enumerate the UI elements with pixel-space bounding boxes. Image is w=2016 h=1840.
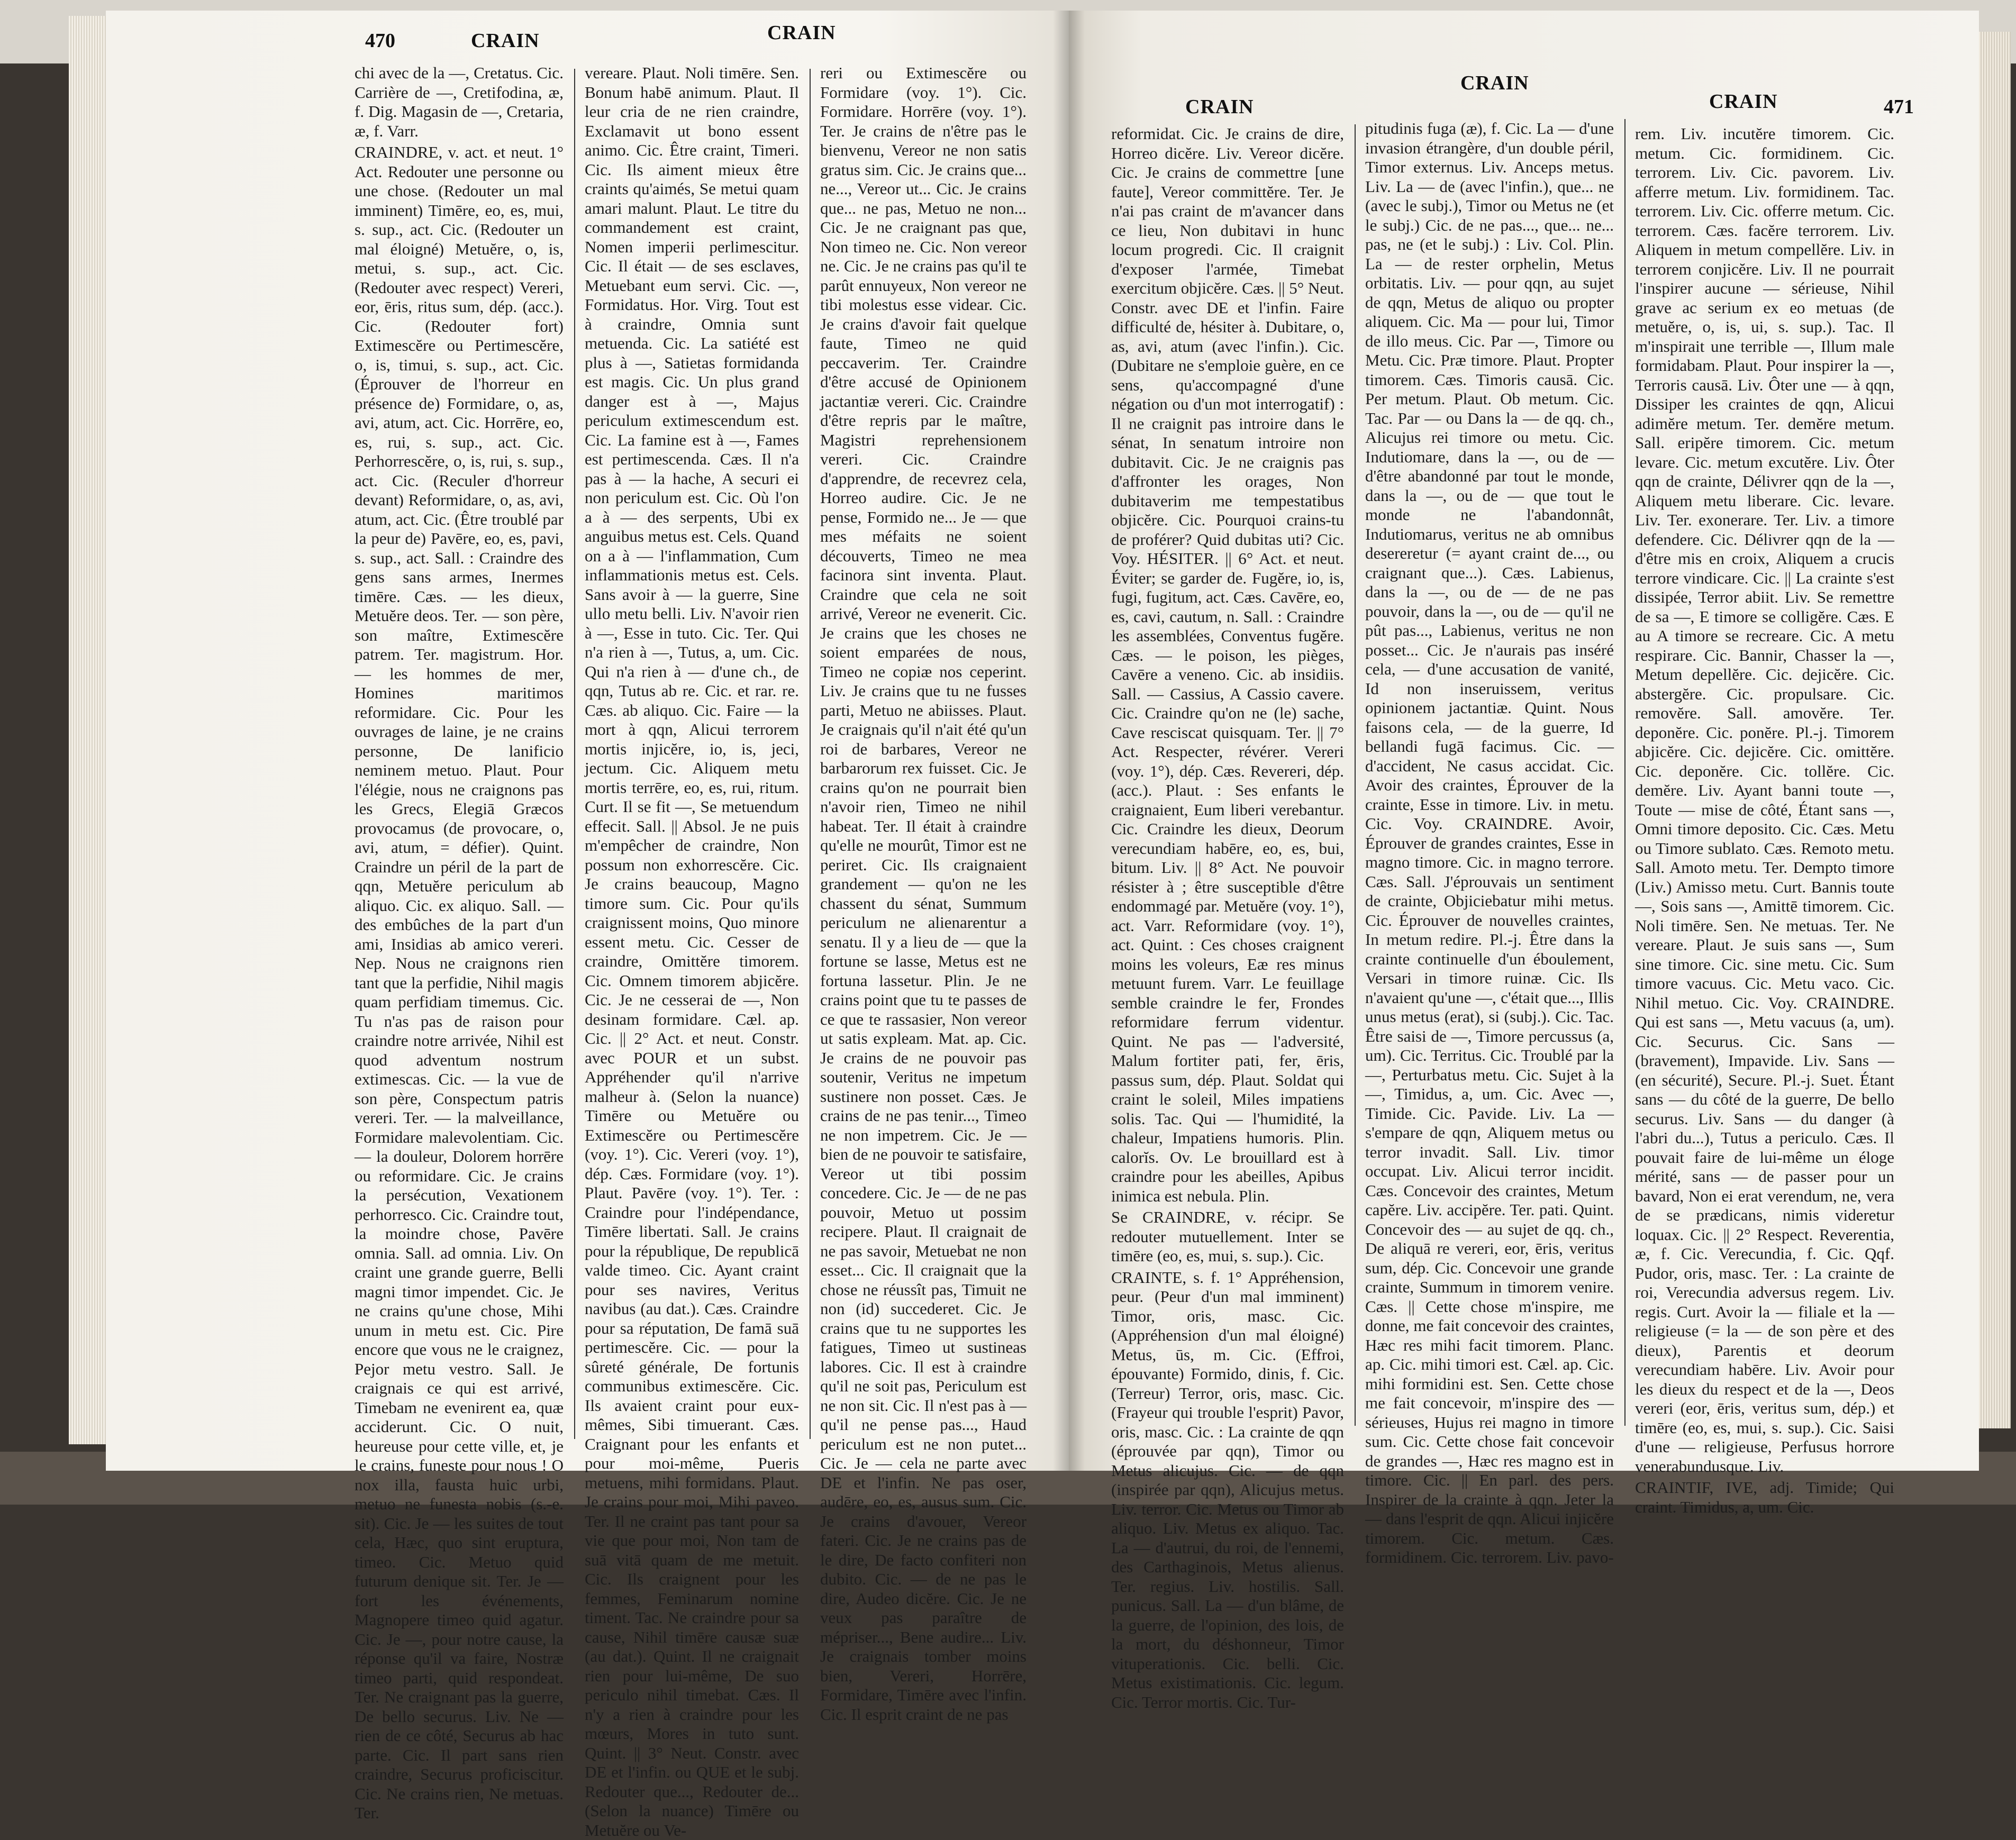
left-running-head-center: CRAIN — [767, 22, 836, 44]
entry-craindre: CRAINDRE, v. act. et neut. 1° Act. Redouter une personne ou une chose. (Redouter un mal imminent) Timēre, eo, es, mui, s. sup., act. Cic. (Redouter un mal éloigné) Metuĕre, o, is, metui, s. sup., act. Cic. (Redouter avec respect) Vereri, eor, ēris, ritus sum, dép. (acc.). Cic. (Redouter fort) Extimescĕre ou Pertimescĕre, o, is, timui, s. sup., act. Cic. (Éprouver de l'horreur en présence de) Formidare, o, as, avi, atum, act. Cic. Horrēre, eo, es, rui, s. sup., act. Cic. Perhorrescĕre, o, is, rui, s. sup., act. Cic. (Reculer d'horreur devant) Reformidare, o, as, avi, atum, act. Cic. (Être troublé par la peur de) Pavēre, eo, es, pavi, s. sup., act. Sall. : Craindre des gens sans armes, Inermes timēre. Cæs. — les dieux, Metuĕre deos. Ter. — son père, son maître, Extimescĕre patrem. Ter. magistrum. Hor. — les hommes de mer, Homines maritimos reformidare. Cic. Pour les ouvrages de laine, je ne crains personne, De lanificio neminem metuo. Plaut. Pour l'élégie, nous ne craignons pas les Grecs, Elegiā Græcos provocamus (de provocare, o, avi, atum, = défier). Quint. Craindre un péril de la part de qqn, Metuĕre periculum ab aliquo. Cic. ex aliquo. Sall. — des embûches de la part d'un ami, Insidias ab amico vereri. Nep. Nous ne craignons rien tant que la perfidie, Nihil magis quam perfidiam timemus. Cic. Tu n'as pas de raison pour craindre notre arrivée, Nihil est quod adventum nostrum extimescas. Cic. — la vue de son père, Conspectum patris vereri. Ter. — la malveillance, Formidare malevolentiam. Cic. — la douleur, Dolorem horrēre ou reformidare. Cic. Je crains la persécution, Vexationem perhorresco. Cic. Craindre tout, la moindre chose, Pavēre omnia. Sall. ad omnia. Liv. On craint une grande guerre, Belli magni timor impendet. Cic. Je ne crains qu'une chose, Mihi unum in metu est. Cic. Pire encore que vous ne le craignez, Pejor metu vestro. Sall. Je craignais ce qui est arrivé, Timebam ne evenirent ea, quæ acciderunt. Cic. O nuit, heureuse pour cette ville, et, je le crains, funeste pour nous ! O nox illa, fausta huic urbi, metuo ne funesta nobis (s.-e. sit). Cic. Je — les suites de tout cela, Hæc, quo sint eruptura, timeo. Cic. Metuo quid futurum denique sit. Ter. Je — fort les événements, Magnopere timeo quid agatur. Cic. Je —, pour notre cause, la réponse qu'il va faire, Nostræ timeo parti, quid respondeat. Ter. Ne craignant pas la guerre, De bello securus. Liv. Ne — rien de ce côté, Securus ab hac parte. Cic. Il part sans rien craindre, Securus proficiscitur. Cic. Ne crains rien, Ne metuas. Ter. — [355, 143, 564, 1822]
column-rule — [810, 69, 811, 1439]
left-page-edges — [69, 16, 111, 1444]
right-running-head-right: CRAIN — [1709, 90, 1778, 113]
left-running-head-left: CRAIN — [471, 30, 540, 52]
column-rule — [1355, 124, 1356, 1426]
left-column-1 — [355, 63, 564, 1822]
right-column-1 — [1111, 124, 1344, 1711]
left-column-2 — [585, 63, 799, 1839]
left-page — [106, 11, 1069, 1839]
book-gutter — [1053, 11, 1085, 1471]
left-column-3 — [820, 63, 1027, 1724]
right-page-edges — [1974, 32, 2011, 1428]
entry-crainte: CRAINTE, s. f. 1° Appréhension, peur. (Peur d'un mal imminent) Timor, oris, masc. Cic. (Appréhension d'un mal éloigné) Metus, ūs, m. Cic. (Effroi, épouvante) Formido, dinis, f. Cic. (Terreur) Terror, oris, masc. Cic. (Frayeur qui trouble l'esprit) Pavor, oris, masc. Cic. : La crainte de qqn (éprouvée par qqn), Timor ou Metus alicujus. Cic. — de qqn (inspirée par qqn), Alicujus metus. Liv. terror. Cic. Metus ou Timor ab aliquo. Liv. Metus ex aliquo. Tac. La — d'autrui, du roi, de l'ennemi, des Carthaginois, Metus alienus. Ter. regius. Liv. hostilis. Sall. punicus. Sall. La — d'un blâme, de la guerre, de l'opinion, des lois, de la mort, du déshonneur, Timor vituperationis. Cic. belli. Cic. Metus existimationis. Cic. legum. Cic. Terror mortis. Cic. Tur- — [1111, 1268, 1344, 1711]
right-page — [1069, 11, 1979, 1711]
entry-craindre-end: reformidat. Cic. Je crains de dire, Horreo dicĕre. Liv. Vereor dicĕre. Cic. Je crains de commettre [une faute], Vereor committĕre. Ter. Je n'ai pas craint de m'avancer dans ce lieu, Non dubitavi in hunc locum progredi. Cic. Il craignit d'exposer l'armée, Timebat exercitum objicĕre. Cæs. || 5° Neut. Constr. avec DE et l'infin. Faire difficulté de, hésiter à. Dubitare, o, as, avi, atum (avec l'infin.). Cic. (Dubitare ne s'emploie guère, en ce sens, qu'accompagné d'une négation ou d'un mot interrogatif) : Il ne craignit pas introire dans le sénat, In senatum introire non dubitavit. Cic. Je ne craignis pas d'affronter les orages, Non dubitaverim me tempestatibus objicĕre. Cic. Pourquoi crains-tu de proférer? Quid dubitas uti? Cic. Voy. HÉSITER. || 6° Act. et neut. Éviter; se garder de. Fugĕre, io, is, fugi, fugitum, act. Cæs. Cavēre, eo, es, cavi, cautum, n. Sall. : Craindre les assemblées, Conventus fugĕre. Cæs. — le poison, les pièges, Cavēre a veneno. Cic. ab insidiis. Sall. — Cassius, A Cassio cavere. Cic. Craindre qu'on ne (le) sache, Cave resciscat quisquam. Ter. || 7° Act. Respecter, révérer. Vereri (voy. 1°), dép. Cæs. Revereri, dép. (acc.). Plaut. : Ses enfants le craignaient, Eum liberi verebantur. Cic. Craindre les dieux, Deorum verecundiam habēre, eo, es, bui, bitum. Liv. || 8° Act. Ne pouvoir résister à ; être susceptible d'être endommagé par. Metuĕre (voy. 1°), act. Varr. Reformidare (voy. 1°), act. Quint. : Ces choses craignent moins les voleurs, Eæ res minus metuunt furem. Varr. Le feuillage semble craindre le fer, Frondes reformidare ferrum videntur. Quint. Ne pas — l'adversité, Malum fortiter pati, fer, ēris, passus sum, dép. Plaut. Soldat qui craint le soleil, Miles impatiens solis. Tac. Qui — l'humidité, la chaleur, Impatiens humoris. Plin. calorĭs. Ov. Le brouillard est à craindre pour les abeilles, Apibus inimica est nebula. Plin. — [1111, 124, 1344, 1205]
right-running-head-left: CRAIN — [1185, 96, 1254, 118]
right-column-2 — [1365, 119, 1614, 1566]
column-rule — [574, 69, 575, 1439]
entry-se-craindre: Se CRAINDRE, v. récipr. Se redouter mutuellement. Inter se timēre (eo, es, mui, s. sup.). Cic. — [1111, 1208, 1344, 1265]
right-running-head-center: CRAIN — [1460, 72, 1529, 94]
entry-craintif: CRAINTIF, IVE, adj. Timide; Qui craint. Timidus, a, um. Cic. — [1635, 1478, 1894, 1516]
entry-craindre-continued-2: reri ou Extimescĕre ou Formidare (voy. 1°). Cic. Formidare. Horrēre (voy. 1°). Ter. Je crains de n'être pas le bienvenu, Vereor ne non satis gratus sim. Cic. Je crains que... ne..., Vereor ut... Cic. Je crains que... ne pas, Metuo ne non... Cic. Je ne craignant pas que, Non timeo ne. Cic. Non vereor ne. Cic. Je ne crains pas qu'il te parût ennuyeux, Non vereor ne tibi molestus esse videar. Cic. Je crains d'avoir fait quelque faute, Timeo ne quid peccaverim. Ter. Craindre d'être accusé de Opinionem jactantiæ vereri. Cic. Craindre d'être repris par le maître, Magistri reprehensionem vereri. Cic. Craindre d'apprendre, de recevrez cela, Horreo audire. Cic. Je ne pense, Formido ne... Je — que mes méfaits ne soient découverts, Timeo ne mea facinora sint inventa. Plaut. Craindre que cela ne soit arrivé, Vereor ne evenerit. Cic. Je crains que les choses ne soient emparées de nous, Timeo ne copiæ nos ceperint. Liv. Je crains que tu ne fusses parti, Metuo ne abiisses. Plaut. Je craignais qu'il n'ait été qu'un roi de barbares, Vereor ne barbarorum rex fuisset. Cic. Je crains qu'on ne pourrait bien n'avoir rien, Timeo ne nihil habeat. Ter. Il était à craindre qu'elle ne mourût, Timor est ne periret. Cic. Ils craignaient grandement — qu'on ne les chassent du sénat, Summum periculum ne alienarentur a senatu. Il y a lieu de — que la fortune se lasse, Metus est ne fortuna lassetur. Plin. Je ne crains point que tu te passes de ce que te rassasier, Non vereor ut satis expleam. Mat. ap. Cic. Je crains de ne pouvoir pas soutenir, Veritus ne impetum sustinere non posset. Cæs. Je crains de ne pas tenir..., Timeo ne non impetrem. Cic. Je — bien de ne pouvoir te satisfaire, Vereor ut tibi possim concedere. Cic. Je — de ne pas pouvoir, Metuo ut possim recipere. Plaut. Il craignait de ne pas savoir, Metuebat ne non esset... Cic. Il craignait que la chose ne réussît pas, Timuit ne non (id) succederet. Cic. Je crains que tu ne supportes les fatigues, Timeo ut sustineas labores. Cic. Il est à craindre qu'il ne soit pas, Periculum est ne non sit. Cic. Il n'est pas à — qu'il ne pense pas..., Haud periculum est ne non putet... Cic. Je — cela ne parte avec DE et l'infin. Ne pas oser, audēre, eo, es, ausus sum. Cic. Je crains d'avouer, Vereor fateri. Cic. Je ne crains pas de le dire, De facto confiteri non dubito. Cic. — de ne pas le dire, Audeo dicĕre. Cic. Je ne veux pas paraître de mépriser..., Bene audire... Liv. Je craignais tomber moins bien, Vereri, Horrēre, Formidare, Timēre avec l'infin. Cic. Il esprit craint de ne pas — [820, 63, 1027, 1724]
left-page-number: 470 — [365, 30, 395, 52]
entry-crainte-continued: pitudinis fuga (æ), f. Cic. La — d'une invasion étrangère, d'un double péril, Timor externus. Liv. Anceps metus. Liv. La — de (avec l'infin.), que... ne (avec le subj.), Timor ou Metus ne (et le subj.) Cic. de ne pas..., que... ne... pas, ne (et le subj.) : Liv. Col. Plin. La — de rester orphelin, Metus orbitatis. Liv. — pour qqn, au sujet de qqn, Metus de aliquo ou propter aliquem. Cic. Ma — pour lui, Timor de illo meus. Cic. Par —, Timore ou Metu. Cic. Præ timore. Plaut. Propter timorem. Cæs. Timoris causā. Cic. Per metum. Plaut. Ob metum. Cic. Tac. Par — ou Dans la — de qq. ch., Alicujus rei timore ou metu. Cic. Indutiomare, dans la —, ou de — d'être abandonné par tout le monde, dans la —, ou de — que tout le monde ne l'abandonnât, Indutiomarus, veritus ne ab omnibus desereretur (= ayant craint de..., ou craignant que...). Cæs. Labienus, dans la —, ou de — de ne pas pouvoir, dans la —, ou de — qu'il ne pût pas..., Labienus, veritus ne non posset... Cic. Je n'aurais pas inséré cela, — d'une accusation de vanité, Id non inseruissem, veritus opinionem jactantiæ. Quint. Nous faisons cela, — de la guerre, Id bellandi fugā facimus. Cic. — d'accident, Ne casus accidat. Cic. Avoir des craintes, Éprouver de la crainte, Esse in timore. Liv. in metu. Cic. Voy. CRAINDRE. Avoir, Éprouver de grandes craintes, Esse in magno timore. Cic. in magno terrore. Cæs. Sall. J'éprouvais un sentiment de crainte, Objiciebatur mihi metus. Cic. Éprouver de nouvelles craintes, In metum redire. Pl.-j. Être dans la crainte continuelle d'un éboulement, Versari in timore ruinæ. Cic. Ils n'avaient qu'une —, c'était que..., Illis unus metus (erat), si (subj.). Cic. Tac. Être saisi de —, Timore percussus (a, um). Cic. Territus. Cic. Troublé par la —, Perturbatus metu. Cic. Sujet à la —, Timidus, a, um. Cic. Avec —, Timide. Cic. Pavide. Liv. La — s'empare de qqn, Aliquem metus ou terror invadit. Sall. Liv. timor occupat. Liv. Alicui terror incidit. Cæs. Concevoir des craintes, Metum capĕre. Liv. accipĕre. Ter. pati. Quint. Concevoir des — au sujet de qq. ch., De aliquā re vereri, eor, ēris, veritus sum, dép. Cic. Concevoir une grande crainte, Summum in timorem venire. Cæs. || Cette chose m'inspire, me donne, me fait concevoir des craintes, Hæc res mihi facit timorem. Planc. ap. Cic. mihi timori est. Cæl. ap. Cic. mihi formidini est. Sen. Cette chose me fait concevoir, m'inspire des — sérieuses, Hujus rei magno in timore sum. Cic. Cette chose fait concevoir de grandes —, Hæc res magno est in timore. Cic. || En parl. des pers. Inspirer de la crainte à qqn. Jeter la — dans l'esprit de qqn. Alicui injicĕre timorem. Cic. metum. Cæs. formidinem. Cic. terrorem. Liv. pavo- — [1365, 119, 1614, 1566]
column-rule — [1624, 119, 1625, 1426]
right-column-3 — [1635, 124, 1894, 1516]
right-page-number: 471 — [1884, 96, 1914, 118]
entry-craie-end: chi avec de la —, Cretatus. Cic. Carrière de —, Cretifodina, æ, f. Dig. Magasin de —, Cretaria, æ, f. Varr. — [355, 63, 564, 140]
entry-craindre-continued: vereare. Plaut. Noli timēre. Sen. Bonum habē animum. Plaut. Il leur cria de ne rien craindre, Exclamavit ut bono essent animo. Cic. Être craint, Timeri. Cic. Ils aiment mieux être craints qu'aimés, Se metui quam amari malunt. Plaut. Le titre du commandement est craint, Nomen imperii perlimescitur. Cic. Il était — de ses esclaves, Metuebant eum servi. Cic. —, Formidatus. Hor. Virg. Tout est à craindre, Omnia sunt metuenda. Cic. La satiété est plus à —, Satietas formidanda est magis. Cic. Un plus grand danger est à —, Majus periculum extimescendum est. Cic. La famine est à —, Fames est pertimescenda. Cæs. Il n'a pas à — la hache, A securi ei non periculum est. Cic. Où l'on a à — des serpents, Ubi ex anguibus metus est. Cels. Quand on a à — l'inflammation, Cum inflammationis metus est. Cels. Sans avoir à — la guerre, Sine ullo metu belli. Liv. N'avoir rien à —, Esse in tuto. Cic. Ter. Qui n'a rien à —, Tutus, a, um. Cic. Qui n'a rien à — d'une ch., de qqn, Tutus ab re. Cic. et rar. re. Cæs. ab aliquo. Cic. Faire — la mort à qqn, Alicui terrorem mortis injicĕre, io, is, jeci, jectum. Cic. Aliquem metu mortis terrēre, eo, es, rui, ritum. Curt. Il se fit —, Se metuendum effecit. Sall. || Absol. Je ne puis m'empêcher de craindre, Non possum non exhorrescĕre. Cic. Je crains beaucoup, Magno timore sum. Cic. Pour qu'ils craignissent moins, Quo minore essent metu. Cic. Cesser de craindre, Omittĕre timorem. Cic. Omnem timorem abjicĕre. Cic. Je ne cesserai de —, Non desinam formidare. Cæl. ap. Cic. || 2° Act. et neut. Constr. avec POUR et un subst. Appréhender qu'il n'arrive malheur à. (Selon la nuance) Timēre ou Metuĕre ou Extimescĕre ou Pertimescĕre (voy. 1°). Cic. Vereri (voy. 1°), dép. Cæs. Formidare (voy. 1°). Plaut. Pavēre (voy. 1°). Ter. : Craindre pour l'indépendance, Timēre libertati. Sall. Je crains pour la république, De republicā valde timeo. Cic. Ayant craint pour ses navires, Veritus navibus (au dat.). Cæs. Craindre pour sa réputation, De famā suā pertimescĕre. Cic. — pour la sûreté générale, De fortunis communibus extimescĕre. Cic. Ils avaient craint pour eux-mêmes, Sibi timuerant. Cæs. Craignant pour les enfants et pour moi-même, Pueris metuens, mihi formidans. Plaut. Je crains pour moi, Mihi paveo. Ter. Il ne craint pas tant pour sa vie que pour moi, Non tam de suā vitā quam de me metuit. Cic. Ils craignent pour les femmes, Feminarum nomine timent. Tac. Ne craindre pour sa cause, Nihil timēre causæ suæ (au dat.). Quint. Il ne craignait rien pour lui-même, De suo periculo nihil timebat. Cæs. Il n'y a rien à craindre pour les mœurs, Mores in tuto sunt. Quint. || 3° Neut. Constr. avec DE et l'infin. ou QUE et le subj. Redouter que..., Redouter de... (Selon la nuance) Timēre ou Metuĕre ou Ve- — [585, 63, 799, 1839]
entry-crainte-continued-2: rem. Liv. incutĕre timorem. Cic. metum. Cic. formidinem. Cic. terrorem. Liv. Cic. pavorem. Liv. afferre metum. Liv. formidinem. Tac. terrorem. Liv. Cic. offerre metum. Cic. terrorem. Cæs. facĕre terrorem. Liv. Aliquem in metum compellĕre. Liv. in terrorem conjicĕre. Liv. Il ne pourrait l'inspirer aucune — sérieuse, Nihil grave ac serium ex eo metuas (de metuĕre, o, is, ui, s. sup.). Tac. Il m'inspirait une terrible —, Illum male formidabam. Plaut. Pour inspirer la —, Terroris causā. Liv. Ôter une — à qqn, Dissiper les craintes de qqn, Alicui adimĕre metum. Ter. demĕre metum. Sall. eripĕre timorem. Cic. metum levare. Cic. metum excutĕre. Liv. Ôter qqn de crainte, Délivrer qqn de la —, Aliquem metu liberare. Cic. levare. Liv. Ter. exonerare. Ter. Liv. a timore defendere. Cic. Délivrer qqn de la — d'être mis en croix, Aliquem a crucis terrore vindicare. Cic. || La crainte s'est dissipée, Terror abiit. Liv. Se remettre de sa —, E timore se colligĕre. Cæs. E au A timore se recreare. Cic. A metu respirare. Cic. Bannir, Chasser la —, Metum depellĕre. Cic. dejicĕre. Cic. abstergĕre. Cic. propulsare. Cic. removĕre. Sall. amovĕre. Ter. deponĕre. Cic. ponĕre. Pl.-j. Timorem abjicĕre. Cic. dejicĕre. Cic. omittĕre. Cic. deponĕre. Cic. tollĕre. Cic. demĕre. Liv. Ayant banni toute —, Toute — mise de côté, Étant sans —, Omni timore deposito. Cic. Cæs. Metu ou Timore sublato. Cæs. Remoto metu. Sall. Amoto metu. Ter. Dempto timore (Liv.) Amisso metu. Curt. Bannis toute —, Sois sans —, Amittē timorem. Cic. Noli timēre. Sen. Ne metuas. Ter. Ne vereare. Plaut. Je suis sans —, Sum sine timore. Cic. sine metu. Cic. Sum timore vacuus. Cic. Metu vaco. Cic. Nihil metuo. Cic. Voy. CRAINDRE. Qui est sans —, Metu vacuus (a, um). Cic. Securus. Cic. Sans — (bravement), Impavide. Liv. Sans — (en sécurité), Secure. Pl.-j. Suet. Étant sans — du côté de la guerre, De bello securus. Liv. Sans — du danger (à l'abri du...), Tutus a periculo. Cæs. Il pouvait faire de lui-même un éloge mérité, sans — de passer pour un bavard, Non ei erat verendum, ne, vera de se prædicans, nimis videretur loquax. Cic. || 2° Respect. Reverentia, æ, f. Cic. Verecundia, f. Cic. Qqf. Pudor, oris, masc. Ter. : La crainte de roi, Verecundia adversus regem. Liv. regis. Curt. Avoir la — filiale et la — religieuse (= la — de son père et des dieux), Parentis et deorum verecundiam habēre. Liv. Avoir pour les dieux du respect et de la —, Deos vereri (eor, ēris, veritus sum, dép.) et timēre (eo, es, mui, s. sup.). Cic. Saisi d'une — religieuse, Perfusus horrore venerabundusque. Liv. — [1635, 124, 1894, 1475]
